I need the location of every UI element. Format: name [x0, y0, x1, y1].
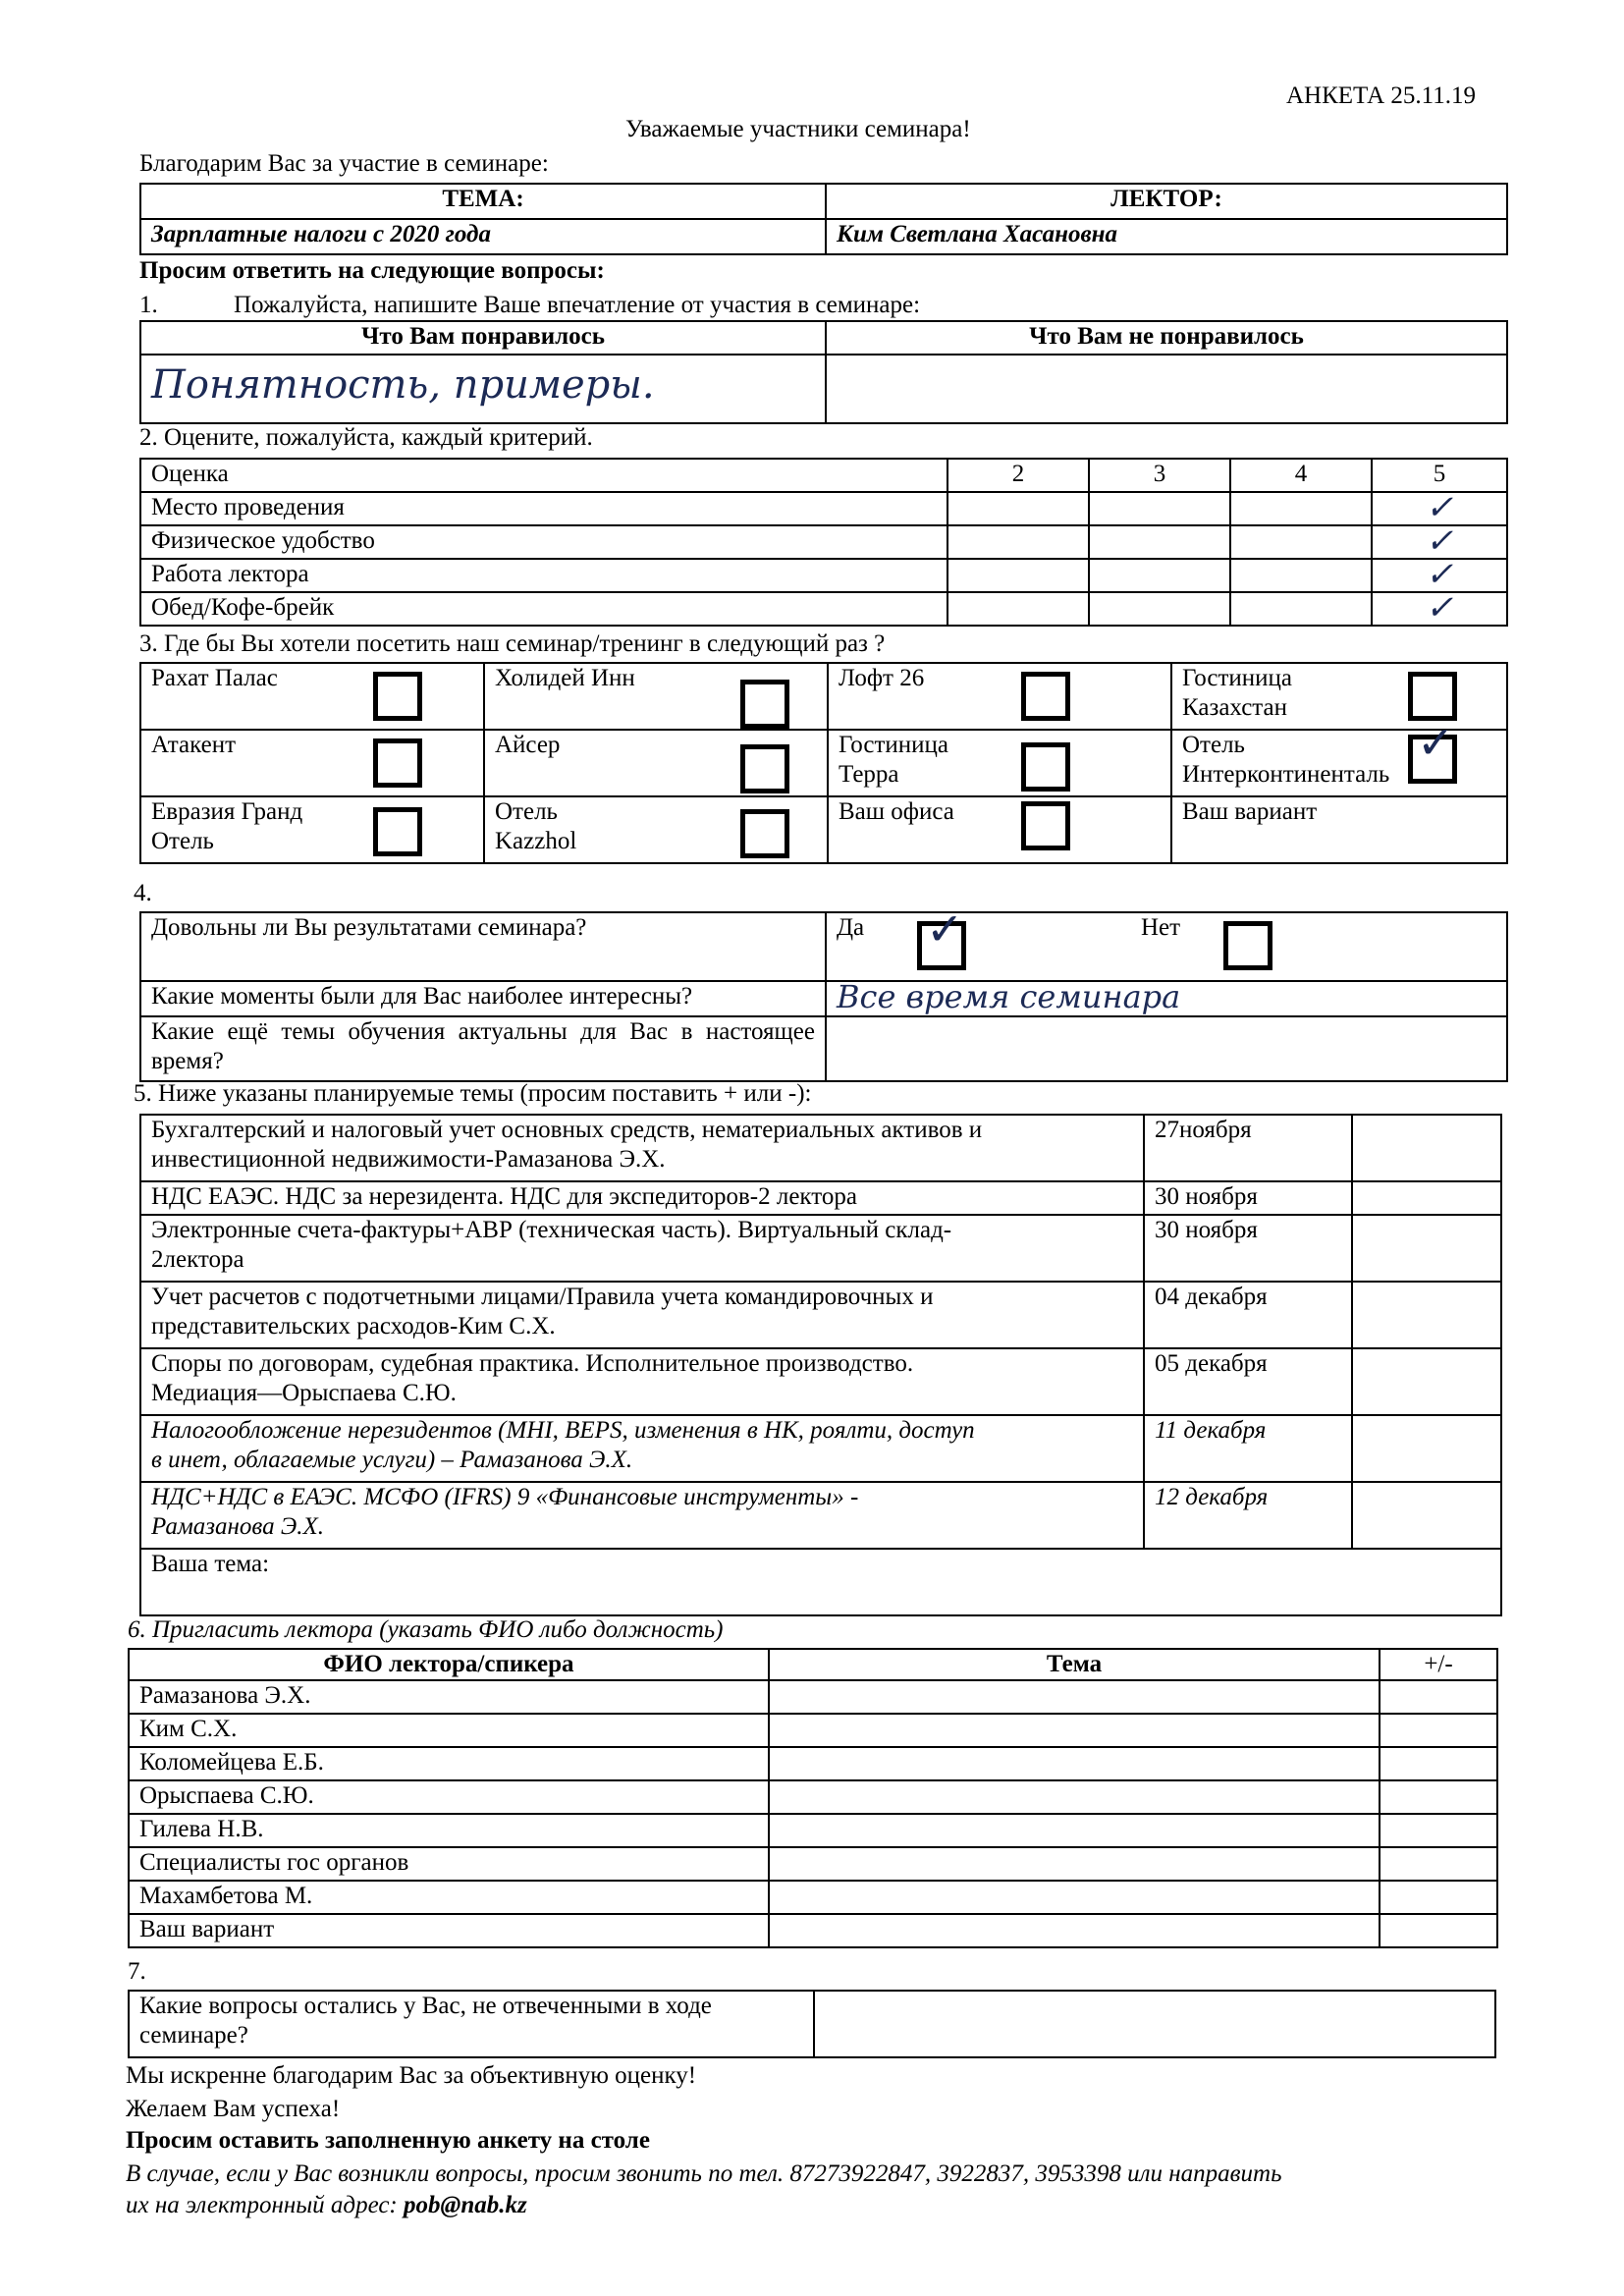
- venue-name: Отель: [1182, 732, 1245, 758]
- planned-topic: Электронные счета-фактуры+АВР (техническая часть). Виртуальный склад- 2лектора: [140, 1215, 1144, 1282]
- venue-checkbox[interactable]: [1408, 672, 1457, 721]
- lecturer-name: Коломейцева Е.Б.: [129, 1747, 769, 1780]
- venue-checkbox[interactable]: [740, 809, 789, 858]
- topic-value: Зарплатные налоги с 2020 года: [140, 219, 826, 254]
- venue-cell[interactable]: [1171, 716, 1507, 796]
- col-mark-header: +/-: [1380, 1649, 1497, 1680]
- col-name-header: ФИО лектора/спикера: [129, 1649, 769, 1680]
- planned-topic-date: 30 ноября: [1144, 1181, 1352, 1215]
- yes-checkbox[interactable]: ✓: [917, 921, 966, 970]
- lecturer-mark-cell[interactable]: [1380, 1914, 1497, 1947]
- interesting-question: Какие моменты были для Вас наиболее интересны?: [140, 981, 826, 1016]
- planned-topic-date: 27ноября: [1144, 1115, 1352, 1181]
- your-topic-label: Ваша тема:: [151, 1551, 270, 1577]
- planned-topic-mark[interactable]: [1352, 1215, 1501, 1282]
- venue-checkbox[interactable]: ✓: [1408, 735, 1457, 784]
- venue-checkbox[interactable]: [373, 807, 422, 856]
- lecturer-mark-cell[interactable]: [1380, 1780, 1497, 1814]
- planned-topic-mark[interactable]: [1352, 1415, 1501, 1482]
- interesting-answer-cell[interactable]: [826, 978, 1507, 1016]
- liked-header: Что Вам понравилось: [140, 321, 826, 355]
- lecturer-topic-cell[interactable]: [769, 1814, 1380, 1847]
- your-topic-cell[interactable]: [140, 1549, 1501, 1615]
- rating-check[interactable]: ✓: [1372, 559, 1507, 592]
- venue-name-line2: Kazzhol: [495, 828, 577, 854]
- no-label: Нет: [1141, 914, 1181, 941]
- greeting: Уважаемые участники семинара!: [625, 116, 971, 142]
- lecturer-name: Орыспаева С.Ю.: [129, 1780, 769, 1814]
- form-id: АНКЕТА 25.11.19: [1286, 82, 1476, 109]
- venue-name: Гостиница: [839, 732, 949, 758]
- questions-intro: Просим ответить на следующие вопросы:: [139, 257, 605, 284]
- planned-topic-mark[interactable]: [1352, 1348, 1501, 1415]
- planned-topic-mark[interactable]: [1352, 1282, 1501, 1348]
- venue-checkbox[interactable]: [1021, 801, 1070, 850]
- footer-thanks: Мы искренне благодарим Вас за объективную оценку!: [126, 2062, 697, 2089]
- venue-name: Гостиница: [1182, 665, 1293, 691]
- score-5: 5: [1372, 459, 1507, 492]
- venue-cell[interactable]: [828, 796, 1171, 863]
- satisfied-answer-cell: [826, 902, 1507, 981]
- rating-check[interactable]: ✓: [1372, 525, 1507, 559]
- planned-topic-mark[interactable]: [1352, 1115, 1501, 1181]
- lecturer-name: Специалисты гос органов: [129, 1847, 769, 1881]
- lecturer-name: Ваш вариант: [129, 1914, 769, 1947]
- footer-wish: Желаем Вам успеха!: [126, 2096, 341, 2122]
- q4-number: 4.: [134, 880, 152, 906]
- planned-topic-date: 30 ноября: [1144, 1215, 1352, 1282]
- venue-name-line2: Казахстан: [1182, 694, 1287, 721]
- venue-checkbox[interactable]: [740, 680, 789, 729]
- interesting-answer: Все время семинара: [837, 978, 1181, 1015]
- venue-name-line2: Терра: [839, 761, 899, 788]
- rating-cell[interactable]: [1089, 592, 1230, 626]
- venue-checkbox[interactable]: [373, 738, 422, 788]
- lecturer-topic-cell[interactable]: [769, 1747, 1380, 1780]
- planned-topic: Бухгалтерский и налоговый учет основных средств, нематериальных активов и инвестиционной недвижимости-Рамазанова Э.Х.: [140, 1115, 1144, 1181]
- planned-topic-date: 05 декабря: [1144, 1348, 1352, 1415]
- disliked-cell[interactable]: [826, 355, 1507, 423]
- criterion-label: Физическое удобство: [140, 525, 947, 559]
- venue-cell[interactable]: [484, 730, 828, 796]
- planned-topic: Налогообложение нерезидентов (МНІ, BEPS, изменения в НК, роялти, доступ в инет, облагаемые услуги) – Рамазанова Э.Х.: [140, 1415, 1144, 1482]
- q1-text: Пожалуйста, напишите Ваше впечатление от участия в семинаре:: [234, 292, 921, 318]
- venue-cell[interactable]: [484, 663, 828, 730]
- lecturer-topic-cell[interactable]: [769, 1714, 1380, 1747]
- lecturer-header: ЛЕКТОР:: [826, 184, 1507, 219]
- rating-cell[interactable]: [1089, 525, 1230, 559]
- lecturer-name: Махамбетова М.: [129, 1881, 769, 1914]
- planned-topic-date: 12 декабря: [1144, 1482, 1352, 1549]
- footer-contact: В случае, если у Вас возникли вопросы, просим звонить по тел. 87273922847, 3922837, 3953398 или направить: [126, 2160, 1282, 2187]
- lecturer-mark-cell[interactable]: [1380, 1714, 1497, 1747]
- rating-cell[interactable]: [947, 525, 1089, 559]
- lecturer-name: Гилева Н.В.: [129, 1814, 769, 1847]
- rating-cell[interactable]: [947, 492, 1089, 525]
- yes-label: Да: [837, 914, 865, 941]
- venue-checkbox[interactable]: [373, 672, 422, 721]
- venue-name: Ваш вариант: [1182, 798, 1318, 825]
- lecturer-mark-cell[interactable]: [1380, 1747, 1497, 1780]
- venue-checkbox[interactable]: [1021, 672, 1070, 721]
- q3-text: 3. Где бы Вы хотели посетить наш семинар/тренинг в следующий раз ?: [139, 630, 886, 657]
- venue-name-line2: Отель: [151, 828, 214, 854]
- topic-table: [139, 183, 1508, 255]
- venue-cell[interactable]: [484, 796, 828, 863]
- venue-name: Рахат Палас: [151, 665, 278, 691]
- venue-name: Айсер: [495, 732, 561, 758]
- topics-answer-cell[interactable]: [826, 1016, 1507, 1081]
- footer-contact-line2: [126, 2192, 527, 2219]
- thanks-line: Благодарим Вас за участие в семинаре:: [139, 150, 549, 177]
- venue-name: Атакент: [151, 732, 237, 758]
- rating-cell[interactable]: [1089, 559, 1230, 592]
- lecturer-mark-cell[interactable]: [1380, 1680, 1497, 1714]
- score-3: 3: [1089, 459, 1230, 492]
- rating-cell[interactable]: [947, 559, 1089, 592]
- q2-text: 2. Оцените, пожалуйста, каждый критерий.: [139, 424, 593, 451]
- venue-cell[interactable]: [828, 663, 1171, 730]
- lecturer-topic-cell[interactable]: [769, 1680, 1380, 1714]
- planned-topic-mark[interactable]: [1352, 1181, 1501, 1215]
- score-2: 2: [947, 459, 1089, 492]
- rating-cell[interactable]: [1230, 525, 1372, 559]
- liked-cell[interactable]: [140, 355, 826, 423]
- venue-name: Ваш офиса: [839, 798, 954, 825]
- footer-email-link[interactable]: pob@nab.kz: [404, 2192, 527, 2218]
- venue-name: Отель: [495, 798, 558, 825]
- q1-number: 1.: [139, 292, 158, 318]
- planned-topic: НДС ЕАЭС. НДС за нерезидента. НДС для экспедиторов-2 лектора: [140, 1181, 1144, 1215]
- venue-cell[interactable]: [1171, 663, 1507, 730]
- rating-cell[interactable]: [1230, 492, 1372, 525]
- liked-answer: Понятность, примеры.: [151, 362, 655, 408]
- satisfied-question: Довольны ли Вы результатами семинара?: [140, 912, 826, 981]
- unanswered-question: Какие вопросы остались у Вас, не отвеченными в ходе семинаре?: [129, 1991, 814, 2057]
- q5-text: 5. Ниже указаны планируемые темы (просим поставить + или -):: [134, 1080, 812, 1107]
- rating-cell[interactable]: [1230, 592, 1372, 626]
- score-4: 4: [1230, 459, 1372, 492]
- col-topic-header: Тема: [769, 1649, 1380, 1680]
- planned-topics-table: [139, 1114, 1502, 1616]
- venue-cell[interactable]: [140, 796, 484, 863]
- lecturer-value: Ким Светлана Хасановна: [826, 219, 1507, 254]
- planned-topic-date: 11 декабря: [1144, 1415, 1352, 1482]
- lecturer-topic-cell[interactable]: [769, 1780, 1380, 1814]
- planned-topic-mark[interactable]: [1352, 1482, 1501, 1549]
- lecturer-topic-cell[interactable]: [769, 1847, 1380, 1881]
- venue-name-line2: Интерконтиненталь: [1182, 761, 1390, 788]
- planned-topic-date: 04 декабря: [1144, 1282, 1352, 1348]
- rating-check[interactable]: ✓: [1372, 492, 1507, 525]
- disliked-header: Что Вам не понравилось: [826, 321, 1507, 355]
- footer-leave: Просим оставить заполненную анкету на столе: [126, 2127, 650, 2154]
- venue-cell-custom[interactable]: [1171, 796, 1507, 863]
- topics-question: Какие ещё темы обучения актуальны для Вас в настоящее время?: [140, 1016, 826, 1081]
- unanswered-table: [128, 1990, 1496, 2058]
- lecturer-topic-cell[interactable]: [769, 1914, 1380, 1947]
- criterion-label: Обед/Кофе-брейк: [140, 592, 947, 626]
- no-checkbox[interactable]: [1223, 921, 1272, 970]
- lecturer-name: Ким С.Х.: [129, 1714, 769, 1747]
- venue-checkbox[interactable]: [740, 744, 789, 793]
- rating-cell[interactable]: [947, 592, 1089, 626]
- venue-name: Евразия Гранд: [151, 798, 303, 825]
- venue-cell[interactable]: [828, 730, 1171, 796]
- planned-topic: Споры по договорам, судебная практика. Исполнительное производство. Медиация—Орыспаева С.Ю.: [140, 1348, 1144, 1415]
- venue-cell[interactable]: [140, 730, 484, 796]
- rating-cell[interactable]: [1230, 559, 1372, 592]
- lecturer-mark-cell[interactable]: [1380, 1847, 1497, 1881]
- venue-name: Лофт 26: [839, 665, 925, 691]
- lecturer-mark-cell[interactable]: [1380, 1814, 1497, 1847]
- footer-contact-email-prefix: их на электронный адрес:: [126, 2192, 405, 2218]
- unanswered-answer-cell[interactable]: [814, 1991, 1495, 2057]
- planned-topic: Учет расчетов с подотчетными лицами/Правила учета командировочных и представительских расходов-Ким С.Х.: [140, 1282, 1144, 1348]
- venue-name: Холидей Инн: [495, 665, 635, 691]
- satisfaction-table: [139, 902, 1508, 1082]
- rating-check[interactable]: ✓: [1372, 592, 1507, 626]
- criterion-label: Работа лектора: [140, 559, 947, 592]
- impressions-table: [139, 320, 1508, 424]
- rating-table: [139, 458, 1508, 627]
- topic-header: ТЕМА:: [140, 184, 826, 219]
- rating-cell[interactable]: [1089, 492, 1230, 525]
- lecturer-mark-cell[interactable]: [1380, 1881, 1497, 1914]
- venue-table: [139, 662, 1508, 864]
- lecturer-invite-table: [128, 1648, 1498, 1948]
- rating-label: Оценка: [140, 459, 947, 492]
- lecturer-name: Рамазанова Э.Х.: [129, 1680, 769, 1714]
- lecturer-topic-cell[interactable]: [769, 1881, 1380, 1914]
- criterion-label: Место проведения: [140, 492, 947, 525]
- planned-topic: НДС+НДС в ЕАЭС. МСФО (IFRS) 9 «Финансовые инструменты» - Рамазанова Э.Х.: [140, 1482, 1144, 1549]
- q6-text: 6. Пригласить лектора (указать ФИО либо должность): [128, 1616, 724, 1643]
- q7-number: 7.: [128, 1958, 146, 1985]
- venue-checkbox[interactable]: [1021, 742, 1070, 792]
- venue-cell[interactable]: [140, 663, 484, 730]
